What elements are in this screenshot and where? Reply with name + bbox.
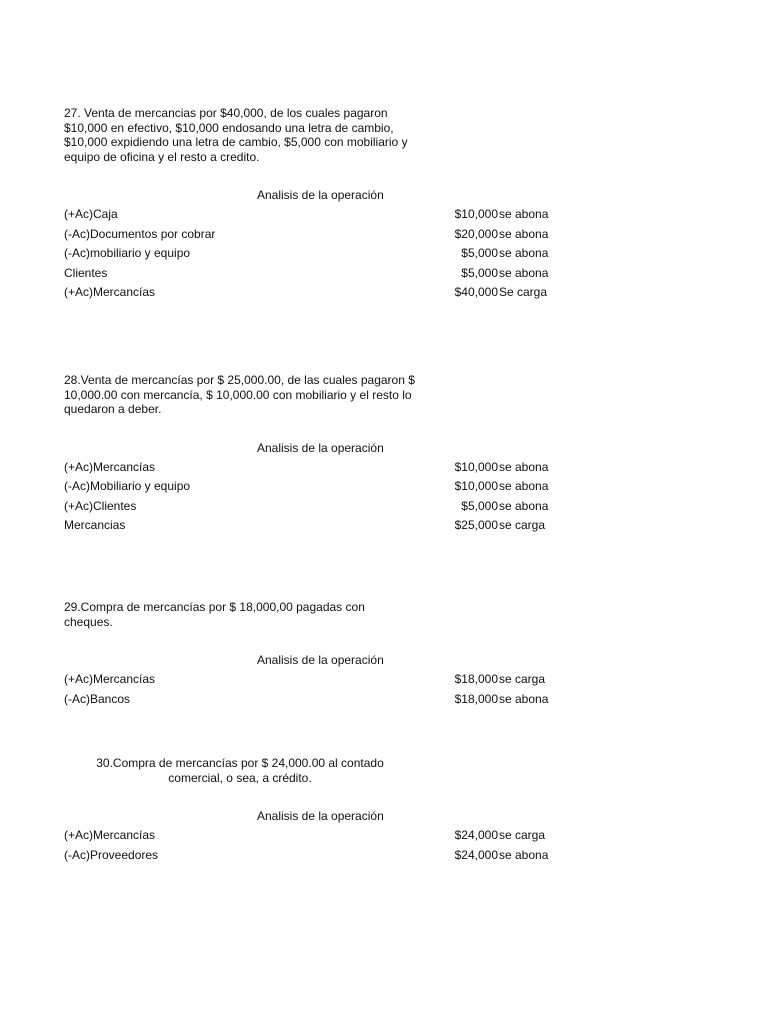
entry-amount: $10,000	[454, 459, 498, 474]
entry-row	[64, 264, 584, 284]
analysis-title: Analisis de la operación	[257, 440, 384, 455]
problem-statement: 30.Compra de mercancías por $ 24,000.00 al contado comercial, o sea, a crédito.	[96, 756, 384, 785]
account-name: (+Ac)Mercancías	[64, 285, 156, 300]
entry-amount: $10,000	[454, 207, 498, 222]
entry-action: se abona	[499, 479, 549, 494]
entry-row	[64, 826, 584, 846]
entry-action: se carga	[499, 672, 546, 687]
entry-action: se carga	[499, 518, 546, 533]
entry-row	[64, 477, 584, 497]
analysis-title: Analisis de la operación	[257, 653, 384, 668]
entry-amount: $24,000	[454, 828, 498, 843]
account-name: (+Ac)Mercancías	[64, 828, 156, 843]
entry-action: Se carga	[499, 285, 548, 300]
section-28	[64, 373, 584, 536]
entry-amount: $10,000	[454, 479, 498, 494]
entry-row	[64, 497, 584, 517]
account-name: (-Ac)Mobiliario y equipo	[64, 479, 191, 494]
entry-row	[64, 205, 584, 225]
entry-amount: $40,000	[454, 285, 498, 300]
entry-amount: $5,000	[461, 265, 498, 280]
section-27	[64, 106, 584, 303]
entry-action: se abona	[499, 207, 549, 222]
entry-action: se abona	[499, 498, 549, 513]
entry-action: se abona	[499, 459, 549, 474]
problem-statement: 29.Compra de mercancías por $ 18,000,00 pagadas con cheques.	[64, 600, 365, 629]
account-name: (+Ac)Mercancías	[64, 672, 156, 687]
entry-action: se abona	[499, 226, 549, 241]
entry-action: se carga	[499, 828, 546, 843]
section-29	[64, 600, 584, 709]
account-name: Mercancias	[64, 518, 126, 533]
account-name: (-Ac)Proveedores	[64, 847, 159, 862]
problem-statement: 27. Venta de mercancias por $40,000, de los cuales pagaron $10,000 en efectivo, $10,000 endosando una letra de cambio, $10,000 expidiendo una letra de cambio, $5,000 con mobiliario y equipo de oficina y el resto a credito.	[64, 106, 408, 164]
entry-row	[64, 458, 584, 478]
entry-amount: $18,000	[454, 672, 498, 687]
account-name: (+Ac)Mercancías	[64, 459, 156, 474]
account-name: (-Ac)Bancos	[64, 691, 131, 706]
account-name: (+Ac)Caja	[64, 207, 118, 222]
analysis-title: Analisis de la operación	[257, 188, 384, 203]
account-name: (+Ac)Clientes	[64, 498, 137, 513]
entry-action: se abona	[499, 691, 549, 706]
entry-amount: $20,000	[454, 226, 498, 241]
entry-amount: $18,000	[454, 691, 498, 706]
problem-statement: 28.Venta de mercancías por $ 25,000.00, de las cuales pagaron $ 10,000.00 con mercancía, $ 10,000.00 con mobiliario y el resto lo quedaron a deber.	[64, 373, 415, 417]
entry-row	[64, 670, 584, 690]
entry-amount: $5,000	[461, 498, 498, 513]
entry-amount: $25,000	[454, 518, 498, 533]
entry-action: se abona	[499, 265, 549, 280]
entry-row	[64, 690, 584, 710]
entry-amount: $24,000	[454, 847, 498, 862]
section-30	[64, 756, 584, 865]
entry-row	[64, 283, 584, 303]
entry-row	[64, 516, 584, 536]
entry-row	[64, 244, 584, 264]
analysis-title: Analisis de la operación	[257, 809, 384, 824]
account-name: (-Ac)Documentos por cobrar	[64, 226, 216, 241]
account-name: Clientes	[64, 265, 108, 280]
entry-row	[64, 225, 584, 245]
entry-row	[64, 846, 584, 866]
entry-action: se abona	[499, 847, 549, 862]
entry-action: se abona	[499, 246, 549, 261]
account-name: (-Ac)mobiliario y equipo	[64, 246, 191, 261]
entry-amount: $5,000	[461, 246, 498, 261]
